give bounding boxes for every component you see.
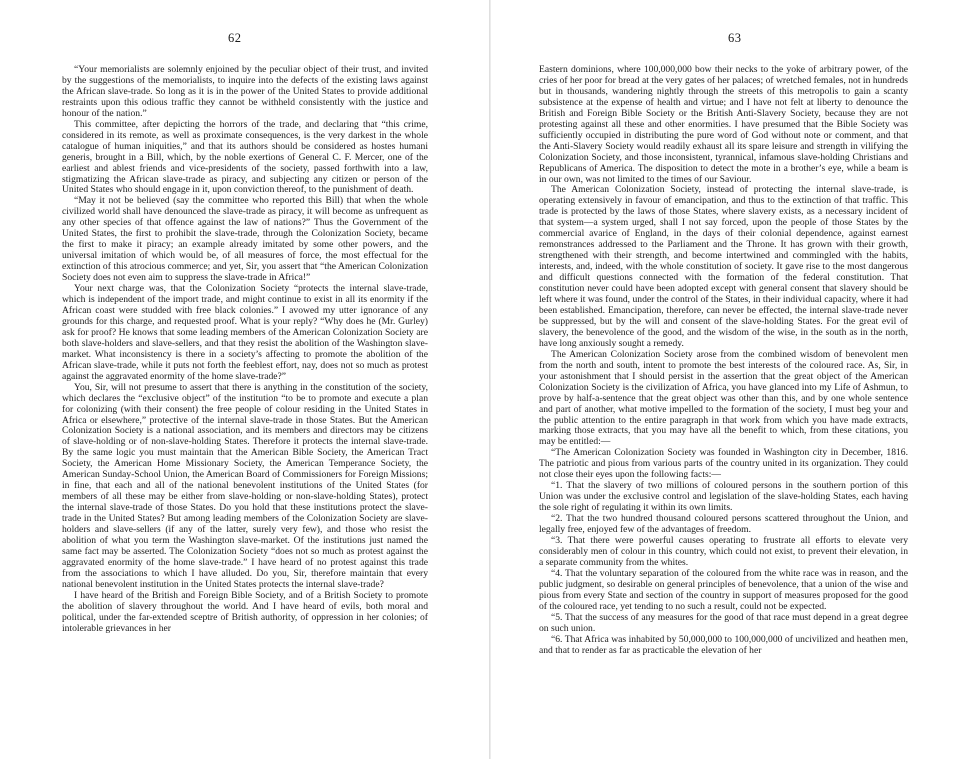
paragraph: I have heard of the British and Foreign Bible Society, and of a British Society to promote the abolition of slavery throughout the world. And I have heard of evils, both moral and political, under the far-extended sceptre of British authority, of oppression in her colonies; of intolerable grievances in her xyxy=(62,589,428,634)
left-page-text xyxy=(62,65,428,635)
paragraph: “Your memorialists are solemnly enjoined by the peculiar object of their trust, and invited by the suggestions of the memorialists, to inquire into the defects of the existing laws against the African slave-trade. So long as it is in the power of the United States to provide additional restraints upon this odious traffic they cannot be withheld consistently with the justice and honour of the nation.” xyxy=(62,64,428,119)
paragraph: “5. That the success of any measures for the good of that race must depend in a great degree on such union. xyxy=(539,611,908,634)
paragraph: This committee, after depicting the horrors of the trade, and declaring that “this crime, considered in its remote, as well as proximate consequences, is the very darkest in the whole catalogue of human iniquities,” and that its authors should be considered as hostes humani generis, brought in a Bill, which, by the noble exertions of General C. F. Mercer, one of the earliest and ablest friends and vice-presidents of the society, passed forthwith into a law, stigmatizing the African slave-trade as piracy, and subjecting any citizen or person of the United States who should engage in it, upon conviction thereof, to the punishment of death. xyxy=(62,118,428,196)
paragraph: “2. That the two hundred thousand coloured persons scattered throughout the Union, and legally free, enjoyed few of the advantages of freedom. xyxy=(539,513,908,536)
paragraph: “The American Colonization Society was founded in Washington city in December, 1816. The patriotic and pious from various parts of the country united in its organization. They could not close their eyes upon the following facts:— xyxy=(539,447,908,481)
paragraph: “3. That there were powerful causes operating to frustrate all efforts to elevate very considerably men of colour in this country, which could not exist, to prevent their elevation, in a separate community from the whites. xyxy=(539,534,908,568)
paragraph: “1. That the slavery of two millions of coloured persons in the southern portion of this Union was under the exclusive control and legislation of the slave-holding States, each having the sole right of regulating it within its own limits. xyxy=(539,480,908,514)
paragraph: “6. That Africa was inhabited by 50,000,000 to 100,000,000 of uncivilized and heathen men, and that to render as far as practicable the elevation of her xyxy=(539,633,908,656)
paragraph: Eastern dominions, where 100,000,000 bow their necks to the yoke of arbitrary power, of the cries of her poor for bread at the very gates of her palaces; of wretched females, not in hundreds but in thousands, wandering nightly through the streets of this metropolis to gain a scanty subsistence at the expense of health and virtue; and I have not felt at liberty to denounce the British and Foreign Bible Society or the British Anti-Slavery Society, because they are not protesting against all these and other enormities. I have presumed that the Bible Society was sufficiently occupied in distributing the pure word of God without note or comment, and that the Anti-Slavery Society would readily exhaust all its spare leisure and strength in vilifying the Colonization Society, and those inconsistent, tyrannical, infamous slave-holding Christians and Republicans of America. The disposition to detect the mote in a brother’s eye, while a beam is in our own, was not limited to the times of our Saviour. xyxy=(539,64,908,185)
paragraph: “4. That the voluntary separation of the coloured from the white race was in reason, and the public judgment, so desirable on general principles of benevolence, that a union of the wise and pious from every State and section of the country in support of measures proposed for the good of the coloured race, yet tending to no such a result, could not be expected. xyxy=(539,567,908,612)
paragraph: You, Sir, will not presume to assert that there is anything in the constitution of the society, which declares the “exclusive object” of the institution “to be to promote and execute a plan for colonizing (with their consent) the free people of colour residing in the United States in Africa or elsewhere,” protective of the internal slave-trade in those States. But the American Colonization Society is a national association, and its members and directors may be citizens of slave-holding or of non-slave-holding States. Therefore it protects the internal slave-trade. By the same logic you must maintain that the American Bible Society, the American Tract Society, the American Home Missionary Society, the American Temperance Society, the American Sunday-School Union, the American Board of Commissioners for Foreign Missions; in fine, that each and all of the national benevolent institutions of the United States (for members of all these may be either from slave-holding or non-slave-holding States), protect the internal slave-trade of those States. Do you hold that these institutions protect the slave-trade in the United States? But among leading members of the Colonization Society are slave-holders and slave-sellers (if any of the latter, surely very few), and those who resist the abolition of what you term the Washington slave-market. Of the institutions just named the same fact may be asserted. The Colonization Society “does not so much as protest against the aggravated enormity of the home slave-trade.” I have heard of no protest against this trade from the associations to which I have alluded. Do you, Sir, therefore maintain that every national benevolent institution in the United States protects the internal slave-trade? xyxy=(62,381,428,590)
paragraph: “May it not be believed (say the committee who reported this Bill) that when the whole civilized world shall have denounced the slave-trade as piracy, it will become as unfrequent as any other species of that offence against the law of nations?” Thus the Government of the United States, the first to prohibit the slave-trade, through the Colonization Society, became the first to make it piracy; an example already imitated by some other powers, and the universal imitation of which would be, of all measures of force, the most effectual for the extinction of this atrocious commerce; and yet, Sir, you assert that “the American Colonization Society does not even aim to suppress the slave-trade in Africa!” xyxy=(62,195,428,284)
paragraph: The American Colonization Society, instead of protecting the internal slave-trade, is operating extensively in favour of emancipation, and thus to the extinction of that traffic. This trade is protected by the laws of those States, where slavery exists, as a necessary incident of that system—a system urged, shall I not say forced, upon the people of those States by the commercial avarice of England, in the days of their colonial dependence, against earnest remonstrances addressed to the Parliament and the Throne. It has grown with their growth, strengthened with their strength, and become intertwined and commingled with the habits, interests, and, indeed, with the whole constitution of society. It gave rise to the most dangerous and difficult questions connected with the formation of the federal constitution. That constitution never could have been adopted except with general consent that slavery should be left where it was found, under the control of the States, in their individual capacity, where it had been established. Emancipation, therefore, can never be effected, the internal slave-trade never be suppressed, but by the will and consent of the slave-holding States. For the great evil of slavery, the benevolence of the good, and the wisdom of the wise, in the south as in the north, have long anxiously sought a remedy. xyxy=(539,184,908,349)
paragraph: The American Colonization Society arose from the combined wisdom of benevolent men from the north and south, intent to promote the best interests of the coloured race. As, Sir, in your astonishment that I should persist in the assertion that the great object of the American Colonization Society is the civilization of Africa, you have glanced into my Life of Ashmun, to prove by half-a-sentence that the great object was other than this, and by one whole sentence and part of another, what motive impelled to the formation of the society, I must beg your and the public attention to the entire paragraph in that work from which you have made extracts, marking those extracts, that you may have all the benefit to which, from these citations, you may be entitled:— xyxy=(539,348,908,448)
page-number-left: 62 xyxy=(228,31,242,45)
paragraph: Your next charge was, that the Colonization Society “protects the internal slave-trade, which is independent of the import trade, and might continue to exist in all its enormity if the African coast were studded with free black colonies.” I avowed my utter ignorance of any grounds for this charge, and requested proof. What is your reply? “Why does he (Mr. Gurley) ask for proof? He knows that some leading members of the American Colonization Society are both slave-holders and slave-sellers, and that they resist the abolition of the Washington slave-market. What inconsistency is there in a society’s affecting to promote the abolition of the African slave-trade, while it puts not forth the feeblest effort, nay, does not so much as protest against the aggravated enormity of the home slave-trade?” xyxy=(62,283,428,382)
right-page-text xyxy=(539,65,908,656)
right-page xyxy=(490,0,980,759)
page-number-right: 63 xyxy=(728,31,742,45)
